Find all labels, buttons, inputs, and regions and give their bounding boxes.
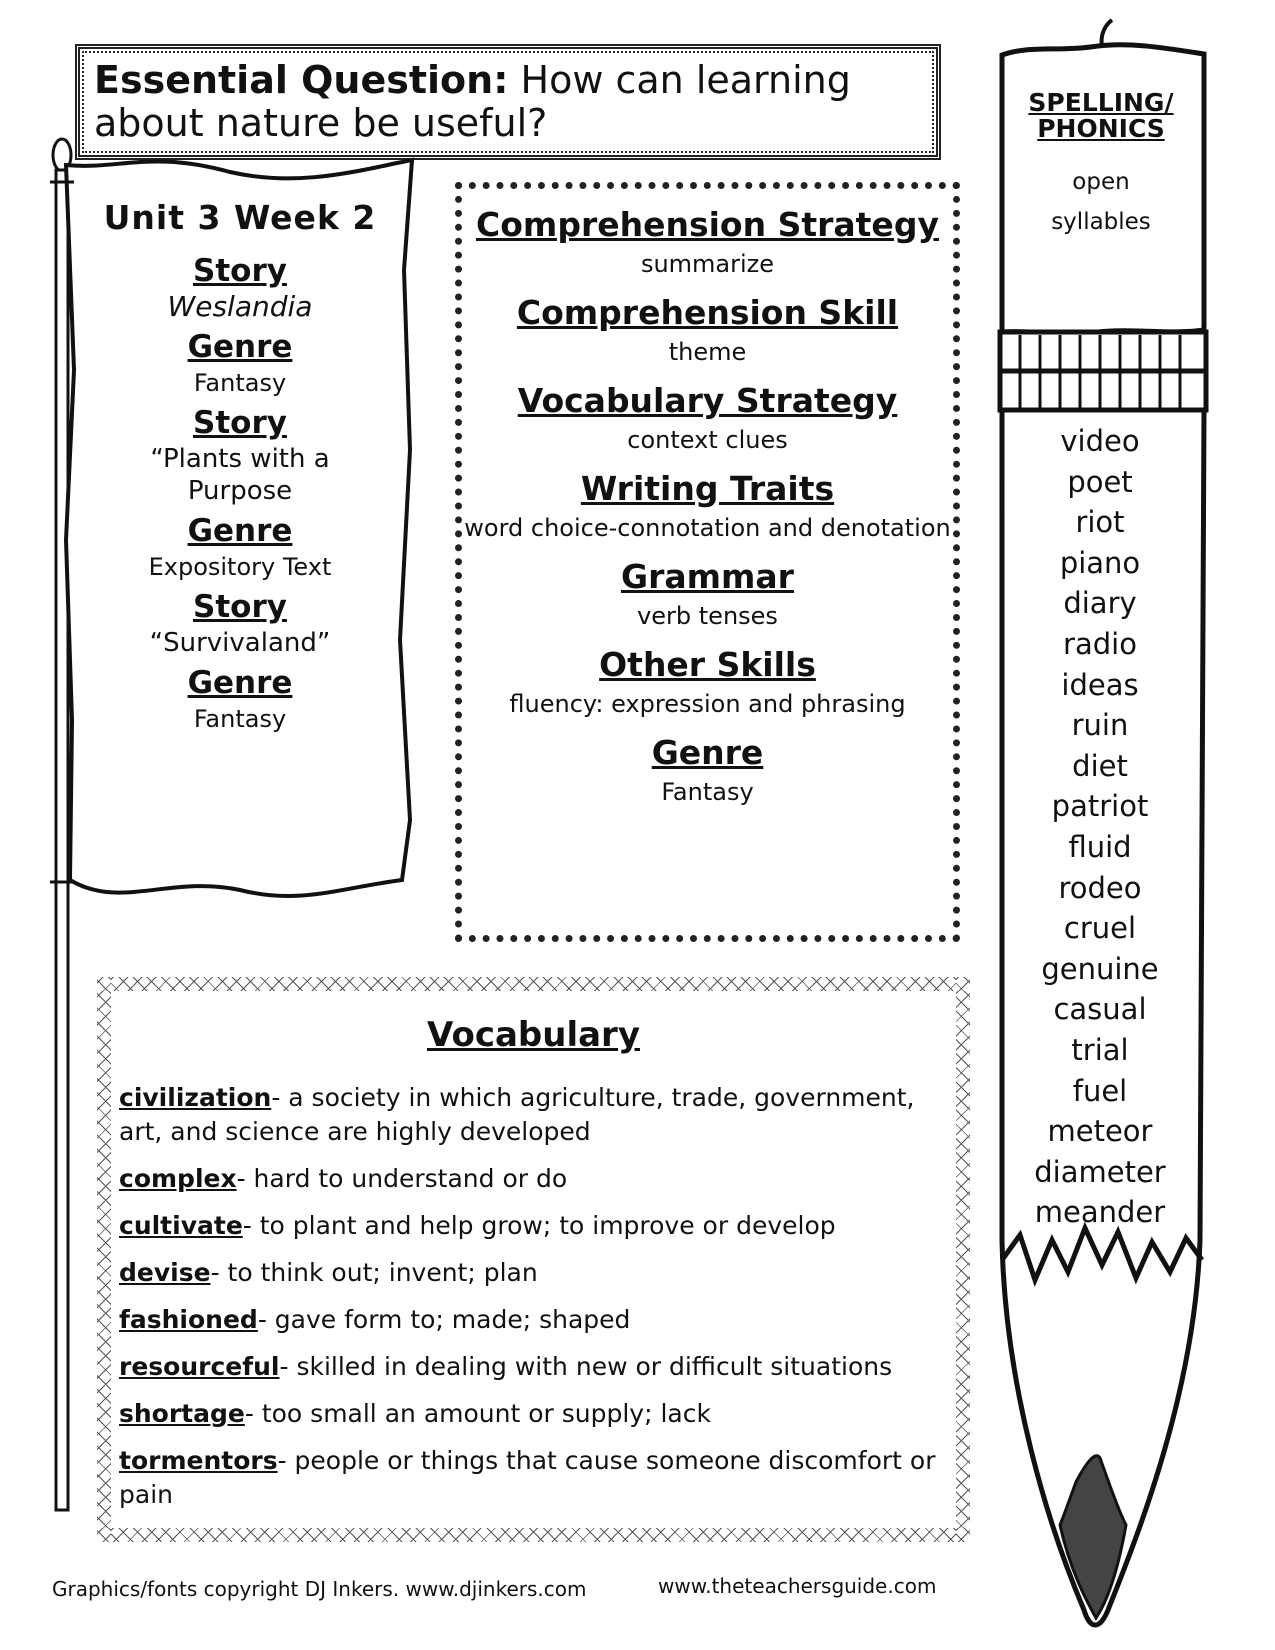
- spelling-word: fluid: [1068, 829, 1132, 864]
- flag-heading-story-1: Story: [193, 253, 287, 289]
- spelling-word: riot: [1075, 505, 1125, 540]
- flag-heading-genre-3: Genre: [187, 665, 293, 701]
- flag-pole: [56, 170, 68, 1510]
- flag-value-genre-1: Fantasy: [193, 369, 287, 397]
- flag-heading-genre-2: Genre: [187, 513, 293, 549]
- vocab-word: civilization: [119, 1083, 272, 1112]
- vocab-item: [119, 1162, 939, 1196]
- spelling-word: video: [1060, 424, 1140, 458]
- spelling-heading-line2: PHONICS: [1037, 114, 1165, 143]
- essential-question-label: Essential Question:: [94, 58, 509, 102]
- flag-value-story-1: Weslandia: [167, 290, 313, 323]
- vocab-definition: - to think out; invent; plan: [210, 1258, 538, 1287]
- vocabulary-strategy-value: context clues: [627, 426, 788, 454]
- spelling-word: casual: [1053, 992, 1147, 1027]
- spelling-word: cruel: [1063, 911, 1137, 946]
- vocab-item: [119, 1209, 939, 1243]
- comprehension-skill-value: theme: [668, 338, 747, 366]
- skills-box: [455, 182, 960, 942]
- spelling-word: poet: [1067, 464, 1133, 499]
- vocab-definition: - a society in which agriculture, trade, government, art, and science are highly developed: [119, 1083, 915, 1146]
- vocabulary-strategy-heading: Vocabulary Strategy: [517, 381, 898, 420]
- vocab-item: [119, 1256, 939, 1290]
- vocabulary-list: [119, 1081, 939, 1525]
- vocab-word: cultivate: [119, 1211, 243, 1240]
- vocab-definition: - too small an amount or supply; lack: [244, 1399, 711, 1428]
- flag-heading-story-3: Story: [193, 589, 287, 625]
- other-skills-heading: Other Skills: [599, 645, 816, 684]
- spelling-heading: [1018, 90, 1184, 142]
- spelling-subtitle: [1018, 162, 1184, 242]
- spelling-word: trial: [1071, 1032, 1129, 1067]
- vocab-definition: - skilled in dealing with new or difficult situations: [279, 1352, 893, 1381]
- comprehension-strategy-value: summarize: [640, 250, 775, 278]
- spelling-word: diet: [1072, 748, 1128, 783]
- spelling-subtitle-line1: open: [1072, 169, 1130, 195]
- unit-week-title: Unit 3 Week 2: [103, 198, 377, 237]
- spelling-word: meander: [1034, 1195, 1166, 1230]
- spelling-subtitle-line2: syllables: [1051, 209, 1151, 235]
- vocab-word: tormentors: [119, 1446, 278, 1475]
- vocab-item: [119, 1444, 939, 1512]
- flag-value-genre-2: Expository Text: [148, 553, 332, 581]
- spelling-word: patriot: [1051, 789, 1149, 824]
- other-skills-value: fluency: expression and phrasing: [509, 690, 906, 718]
- vocab-item: [119, 1397, 939, 1431]
- genre-heading: Genre: [651, 733, 764, 772]
- spelling-word: meteor: [1047, 1114, 1153, 1149]
- pencil-eraser-curl: [1102, 20, 1112, 46]
- vocab-item: [119, 1303, 939, 1337]
- flag-heading-story-2: Story: [193, 405, 287, 441]
- essential-question-text: How can learning about nature be useful?: [94, 58, 851, 145]
- comprehension-strategy-heading: Comprehension Strategy: [476, 205, 939, 244]
- flag-value-story-2: “Plants with a Purpose: [150, 444, 330, 506]
- vocab-definition: - hard to understand or do: [236, 1164, 568, 1193]
- vocabulary-box: [97, 977, 970, 1542]
- spelling-word: ideas: [1061, 667, 1139, 702]
- spelling-word: piano: [1059, 545, 1141, 580]
- flag-value-story-3: “Survivaland”: [149, 628, 331, 658]
- grammar-value: verb tenses: [637, 602, 778, 630]
- vocab-word: shortage: [119, 1399, 245, 1428]
- vocab-definition: - to plant and help grow; to improve or develop: [242, 1211, 836, 1240]
- flag-value-genre-3: Fantasy: [193, 705, 287, 733]
- spelling-word: genuine: [1041, 951, 1159, 986]
- spelling-word: ruin: [1071, 708, 1129, 743]
- flag-heading-genre-1: Genre: [187, 329, 293, 365]
- flag-content: [95, 198, 385, 739]
- vocab-item: [119, 1081, 939, 1149]
- spelling-word: diary: [1063, 586, 1137, 621]
- spelling-word: rodeo: [1058, 870, 1142, 905]
- spelling-word: fuel: [1072, 1073, 1128, 1108]
- skills-list: [462, 197, 953, 819]
- genre-value: Fantasy: [661, 778, 754, 806]
- vocab-item: [119, 1350, 939, 1384]
- footer-website: www.theteachersguide.com: [658, 1574, 937, 1598]
- vocab-word: devise: [119, 1258, 211, 1287]
- spelling-word: diameter: [1034, 1154, 1166, 1189]
- writing-traits-value: word choice-connotation and denotation: [464, 514, 951, 542]
- vocab-word: resourceful: [119, 1352, 280, 1381]
- comprehension-skill-heading: Comprehension Skill: [516, 293, 899, 332]
- vocabulary-inner: [111, 991, 956, 1528]
- spelling-heading-line1: SPELLING/: [1028, 88, 1174, 117]
- vocab-word: complex: [119, 1164, 237, 1193]
- vocabulary-title: Vocabulary: [427, 1015, 640, 1055]
- spelling-word-list: [1010, 421, 1190, 1233]
- writing-traits-heading: Writing Traits: [580, 469, 835, 508]
- vocab-word: fashioned: [119, 1305, 258, 1334]
- spelling-word: radio: [1063, 626, 1137, 661]
- vocab-definition: - gave form to; made; shaped: [257, 1305, 631, 1334]
- grammar-heading: Grammar: [621, 557, 794, 596]
- footer-copyright: Graphics/fonts copyright DJ Inkers. www.djinkers.com: [52, 1577, 587, 1601]
- vocab-definition: - people or things that cause someone discomfort or pain: [119, 1446, 936, 1509]
